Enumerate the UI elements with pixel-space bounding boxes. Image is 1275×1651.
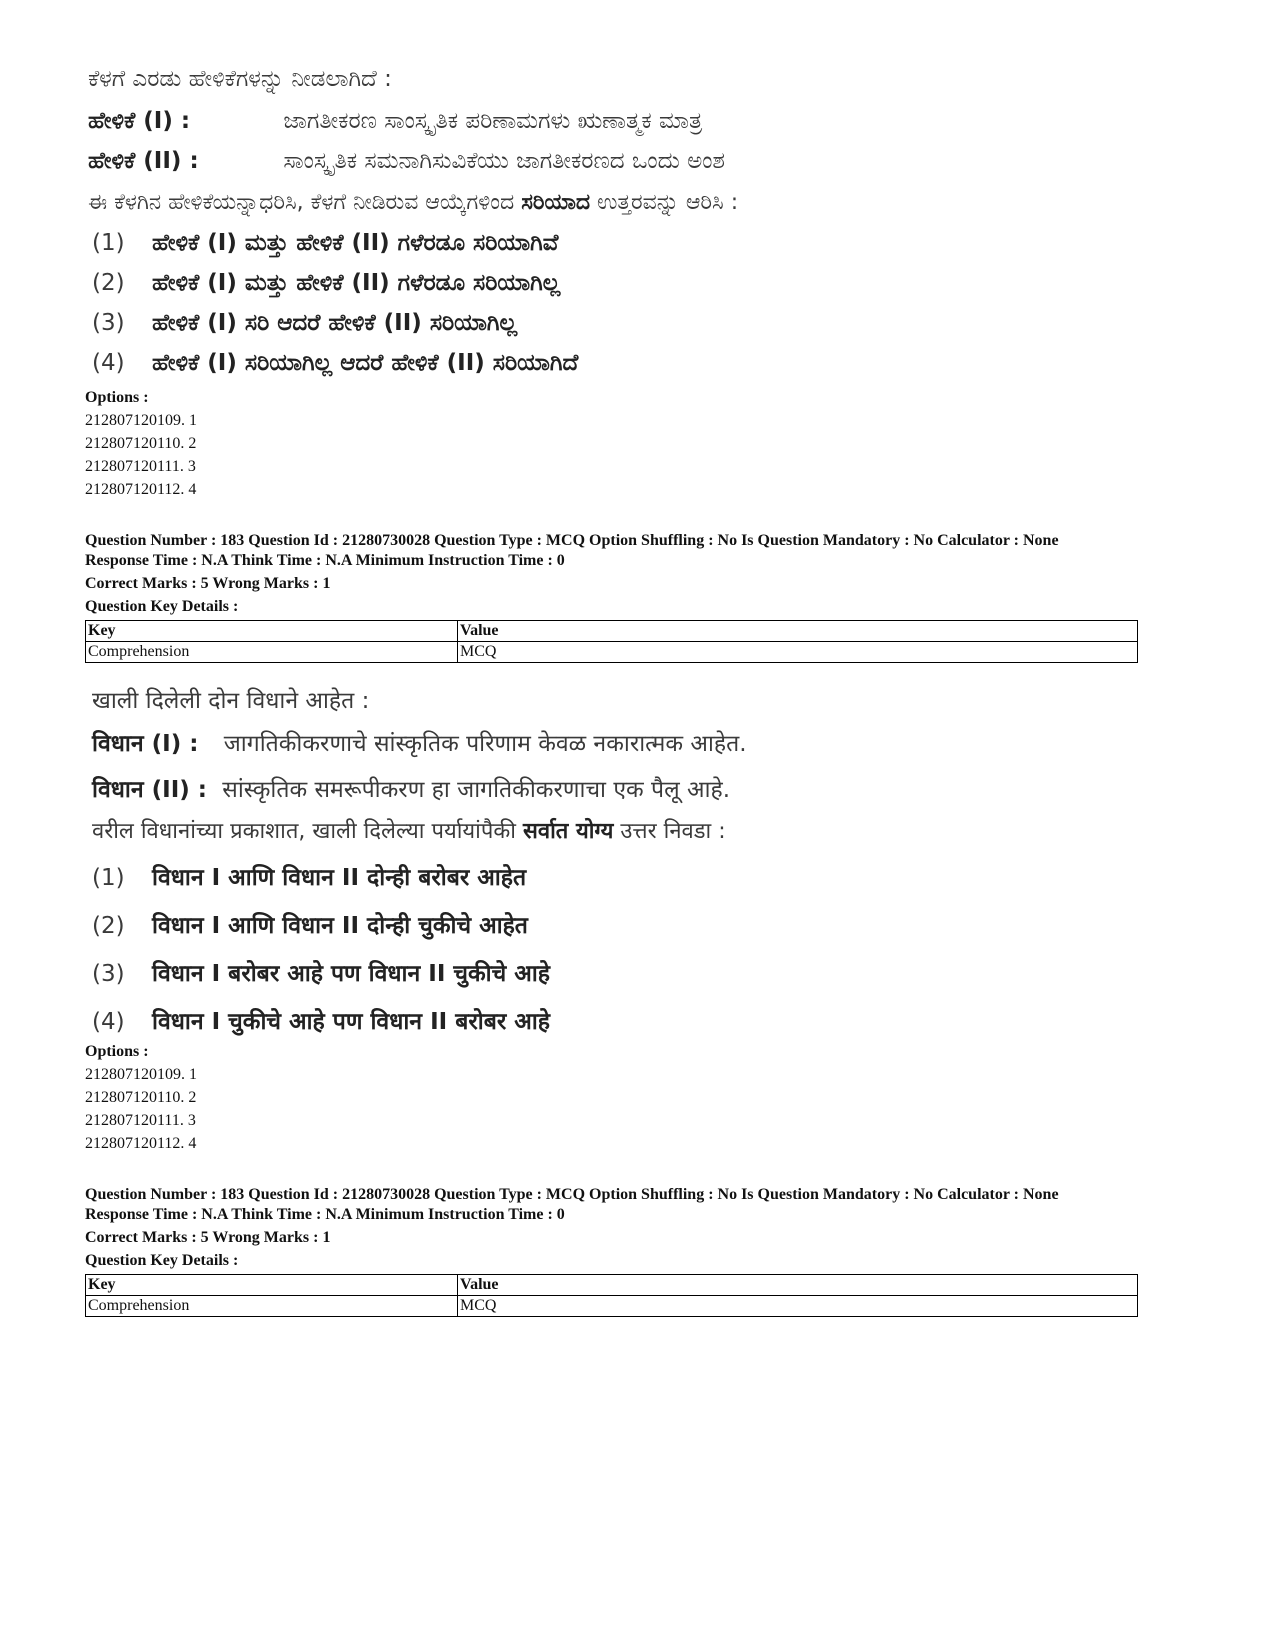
statement-label: ಹೇಳಿಕೆ (I) : <box>88 108 191 134</box>
table-header-row <box>86 621 1138 642</box>
choice-text: विधान I आणि विधान II दोन्ही बरोबर आहेत <box>152 865 527 891</box>
kannada-choice-2 <box>92 270 560 296</box>
marathi-choice-3 <box>92 956 550 988</box>
question-meta-line2: Response Time : N.A Think Time : N.A Minimum Instruction Time : 0 <box>85 552 565 569</box>
choice-number: (1) <box>92 865 125 891</box>
key-value-table <box>85 1274 1138 1317</box>
marathi-statement-1 <box>92 726 747 758</box>
table-cell-key: Comprehension <box>86 642 458 663</box>
instruction-emphasis: ಸರಿಯಾದ <box>521 190 591 215</box>
kannada-choice-1 <box>92 230 558 256</box>
marathi-instruction <box>92 815 726 845</box>
instruction-text-end: उत्तर निवडा : <box>613 819 726 844</box>
choice-number: (4) <box>92 1009 125 1035</box>
choice-number: (3) <box>92 961 125 987</box>
choice-text: ಹೇಳಿಕೆ (I) ಸರಿ ಆದರೆ ಹೇಳಿಕೆ (II) ಸರಿಯಾಗಿಲ್ಲ <box>152 310 518 336</box>
choice-number: (1) <box>92 230 125 256</box>
table-row <box>86 642 1138 663</box>
question-marks: Correct Marks : 5 Wrong Marks : 1 <box>85 575 331 592</box>
option-item: 212807120112. 4 <box>85 1135 197 1152</box>
question-marks: Correct Marks : 5 Wrong Marks : 1 <box>85 1229 331 1246</box>
option-item: 212807120109. 1 <box>85 1066 197 1083</box>
question-meta-line1: Question Number : 183 Question Id : 21280730028 Question Type : MCQ Option Shuffling : No Is Question Mandatory : No Calculator : None <box>85 532 1059 549</box>
option-item: 212807120109. 1 <box>85 412 197 429</box>
options-heading: Options : <box>85 1043 149 1060</box>
kannada-choice-3 <box>92 310 517 336</box>
key-value-table <box>85 620 1138 663</box>
option-item: 212807120110. 2 <box>85 1089 197 1106</box>
table-header-value: Value <box>458 621 1138 642</box>
table-cell-value: MCQ <box>458 1296 1138 1317</box>
choice-number: (2) <box>92 913 125 939</box>
option-item: 212807120111. 3 <box>85 1112 196 1129</box>
choice-number: (3) <box>92 310 125 336</box>
instruction-text-end: ಉತ್ತರವನ್ನು ಆರಿಸಿ : <box>590 190 739 215</box>
question-meta-line1: Question Number : 183 Question Id : 21280730028 Question Type : MCQ Option Shuffling : No Is Question Mandatory : No Calculator : None <box>85 1186 1059 1203</box>
choice-text: ಹೇಳಿಕೆ (I) ಮತ್ತು ಹೇಳಿಕೆ (II) ಗಳೆರಡೂ ಸರಿಯಾಗಿಲ್ಲ <box>152 270 561 296</box>
choice-text: विधान I आणि विधान II दोन्ही चुकीचे आहेत <box>152 913 528 939</box>
table-cell-key: Comprehension <box>86 1296 458 1317</box>
choice-text: विधान I बरोबर आहे पण विधान II चुकीचे आहे <box>152 961 550 987</box>
statement-text: ಸಾಂಸ್ಕೃತಿಕ ಸಮನಾಗಿಸುವಿಕೆಯು ಜಾಗತೀಕರಣದ ಒಂದು ಅಂಶ <box>283 148 726 174</box>
table-row <box>86 1296 1138 1317</box>
choice-text: विधान I चुकीचे आहे पण विधान II बरोबर आहे <box>152 1009 550 1035</box>
table-header-row <box>86 1275 1138 1296</box>
table-header-key: Key <box>86 621 458 642</box>
kannada-instruction <box>88 190 738 215</box>
choice-text: ಹೇಳಿಕೆ (I) ಸರಿಯಾಗಿಲ್ಲ ಆದರೆ ಹೇಳಿಕೆ (II) ಸರಿಯಾಗಿದೆ <box>152 350 579 376</box>
question-key-details: Question Key Details : <box>85 598 239 615</box>
table-cell-value: MCQ <box>458 642 1138 663</box>
marathi-choice-2 <box>92 908 528 940</box>
option-item: 212807120111. 3 <box>85 458 196 475</box>
choice-number: (2) <box>92 270 125 296</box>
statement-label: विधान (I) : <box>92 731 199 757</box>
options-heading: Options : <box>85 389 149 406</box>
instruction-emphasis: सर्वात योग्य <box>522 819 614 844</box>
choice-number: (4) <box>92 350 125 376</box>
question-key-details: Question Key Details : <box>85 1252 239 1269</box>
kannada-intro: ಕೆಳಗೆ ಎರಡು ಹೇಳಿಕೆಗಳನ್ನು ನೀಡಲಾಗಿದೆ : <box>88 66 392 92</box>
statement-text: सांस्कृतिक समरूपीकरण हा जागतिकीकरणाचा एक पैलू आहे. <box>222 777 731 803</box>
marathi-statement-2 <box>92 772 730 804</box>
kannada-statement-1 <box>88 108 702 134</box>
choice-text: ಹೇಳಿಕೆ (I) ಮತ್ತು ಹೇಳಿಕೆ (II) ಗಳೆರಡೂ ಸರಿಯಾಗಿವೆ <box>152 230 559 256</box>
kannada-statement-2 <box>88 148 725 174</box>
statement-text: जागतिकीकरणाचे सांस्कृतिक परिणाम केवळ नकारात्मक आहेत. <box>223 731 747 757</box>
statement-label: ಹೇಳಿಕೆ (II) : <box>88 148 199 174</box>
marathi-choice-1 <box>92 860 526 892</box>
instruction-text: ಈ ಕೆಳಗಿನ ಹೇಳಿಕೆಯನ್ನಾಧರಿಸಿ, ಕೆಳಗೆ ನೀಡಿರುವ ಆಯ್ಕೆಗಳಿಂದ <box>88 190 522 215</box>
table-header-value: Value <box>458 1275 1138 1296</box>
question-meta-line2: Response Time : N.A Think Time : N.A Minimum Instruction Time : 0 <box>85 1206 565 1223</box>
instruction-text: वरील विधानांच्या प्रकाशात, खाली दिलेल्या पर्यायांपैकी <box>92 819 523 844</box>
statement-text: ಜಾಗತೀಕರಣ ಸಾಂಸ್ಕೃತಿಕ ಪರಿಣಾಮಗಳು ಋಣಾತ್ಮಕ ಮಾತ್ರ <box>283 108 703 134</box>
statement-label: विधान (II) : <box>92 777 207 803</box>
option-item: 212807120110. 2 <box>85 435 197 452</box>
marathi-intro: खाली दिलेली दोन विधाने आहेत : <box>92 688 370 714</box>
option-item: 212807120112. 4 <box>85 481 197 498</box>
kannada-choice-4 <box>92 350 578 376</box>
marathi-choice-4 <box>92 1004 550 1036</box>
table-header-key: Key <box>86 1275 458 1296</box>
